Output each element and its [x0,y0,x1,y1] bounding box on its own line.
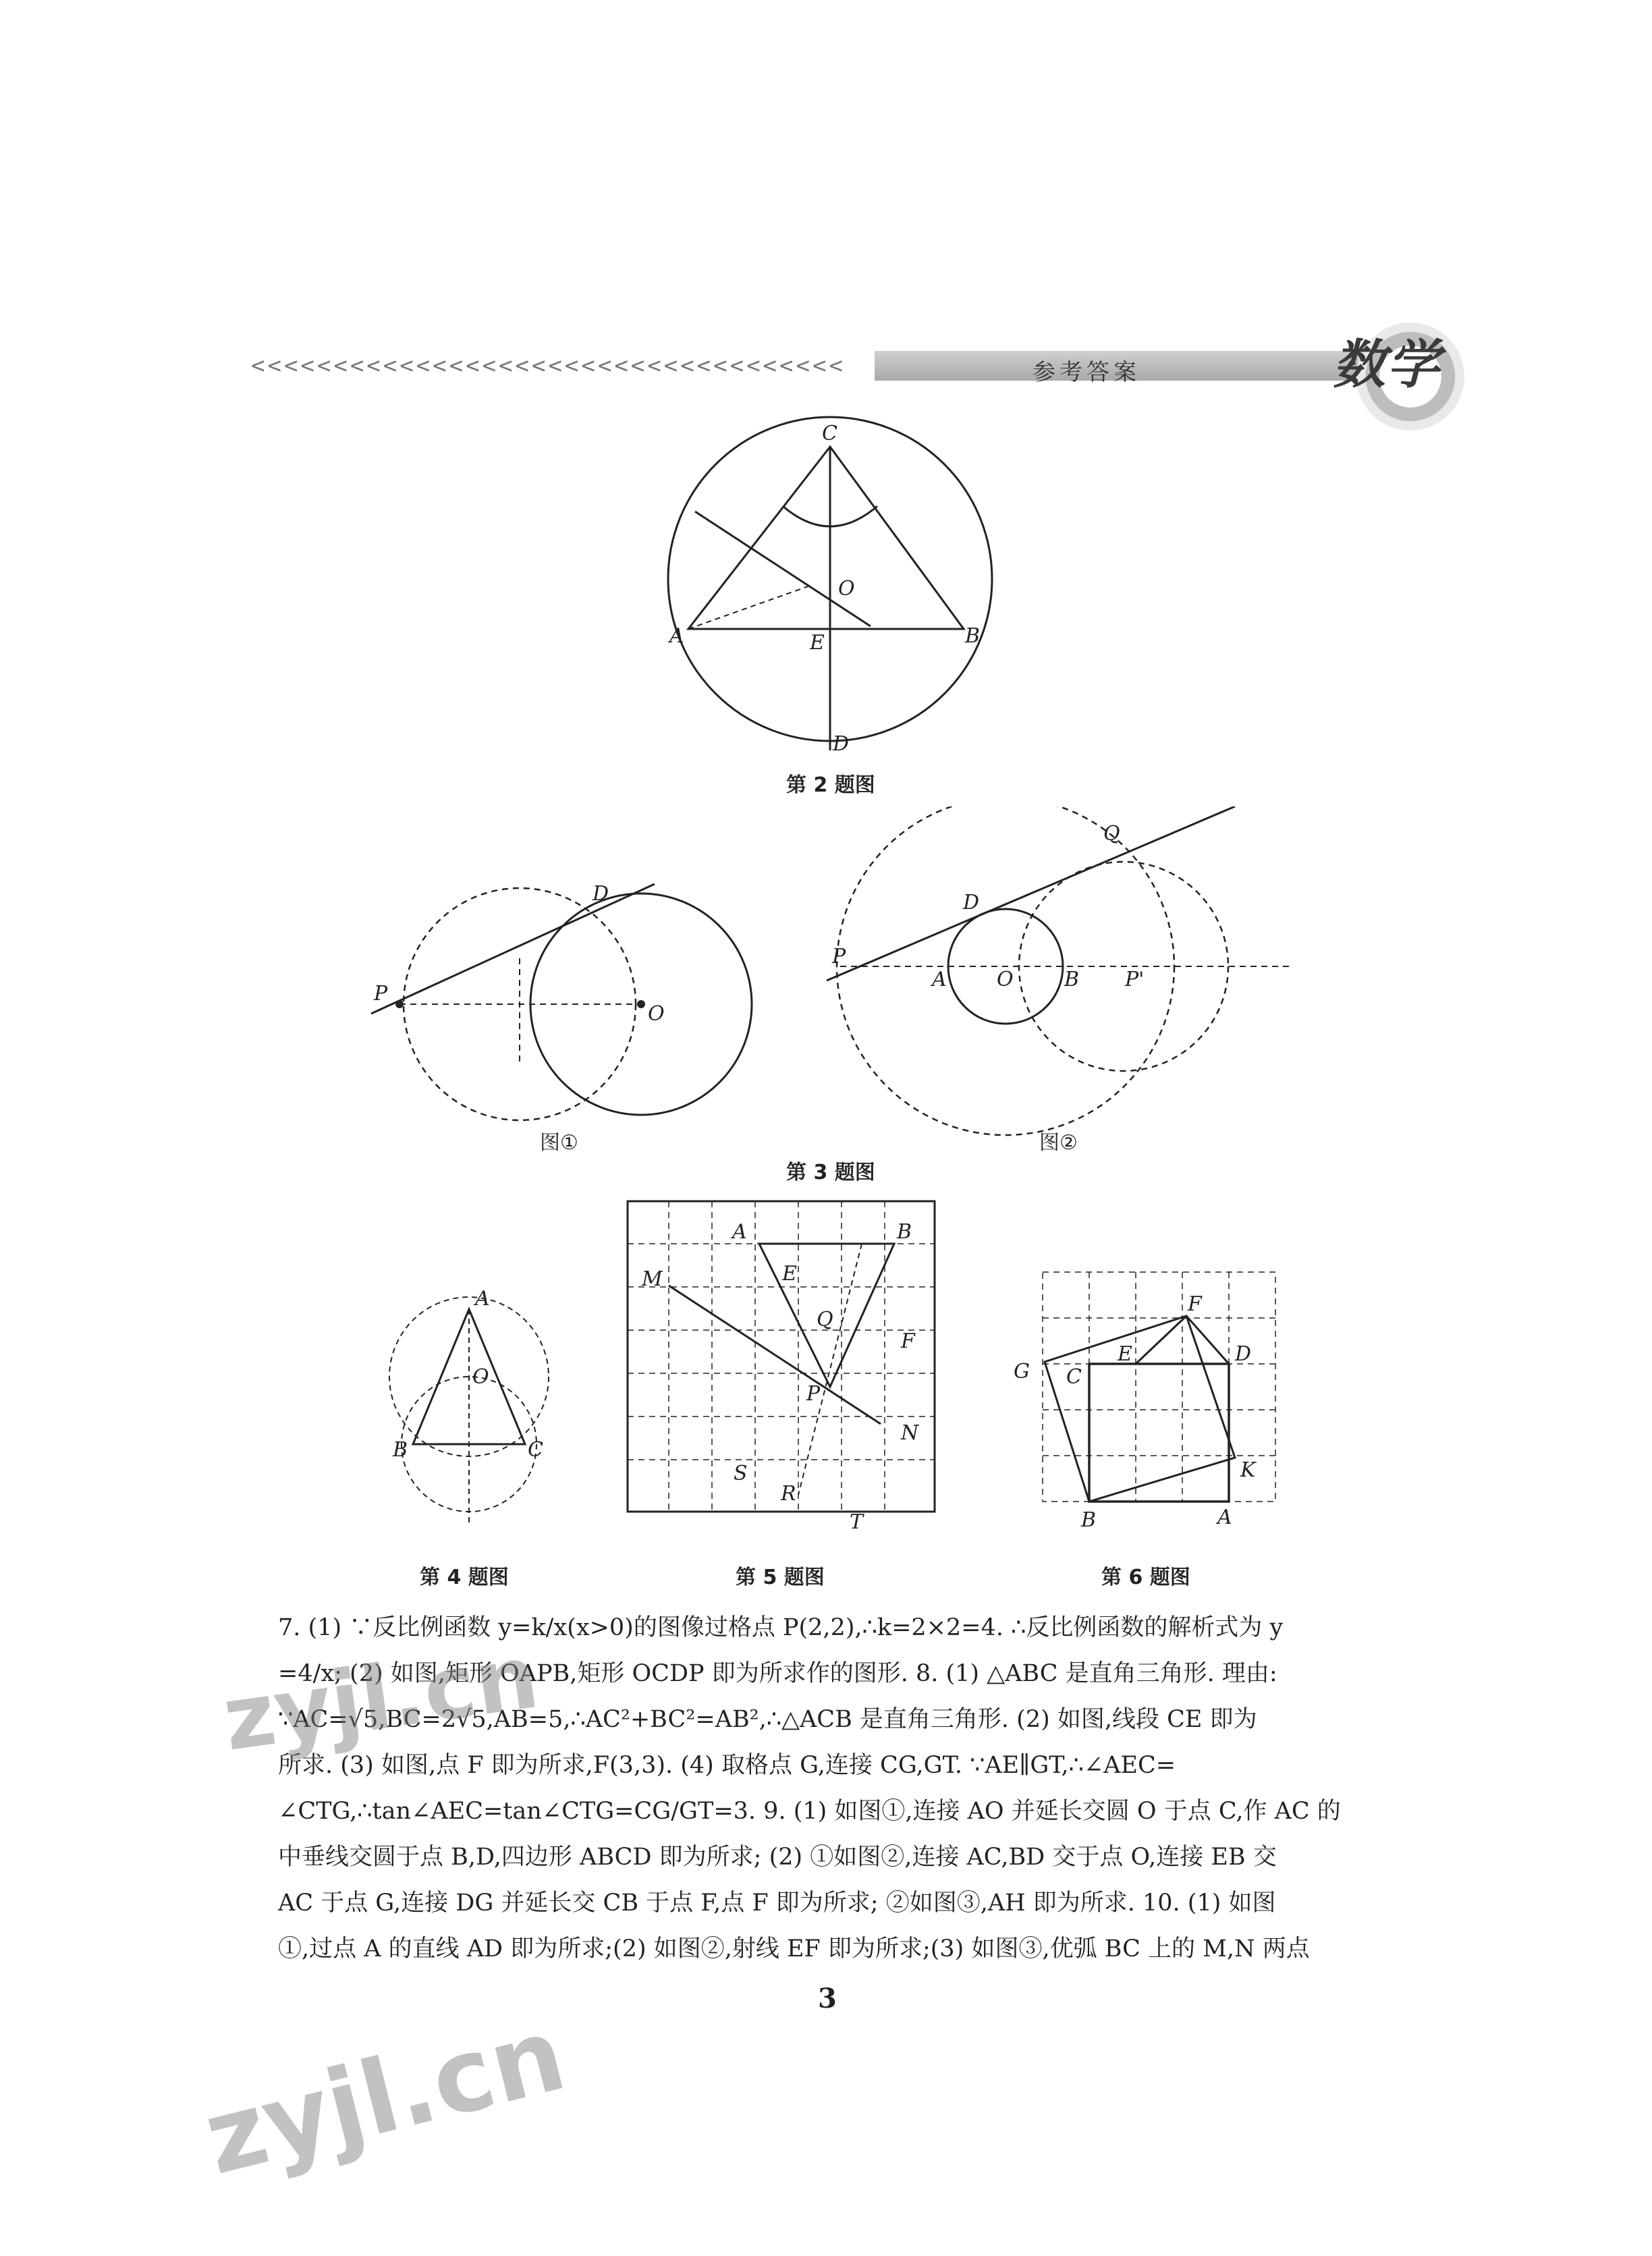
page-number: 3 [818,1983,837,2014]
fig2-label-d: D [833,732,850,756]
fig4-label-c: C [528,1438,543,1462]
fig3-1-label-d: D [593,882,609,906]
answer-line-7: AC 于点 G,连接 DG 并延长交 CB 于点 F,点 F 即为所求; ②如图③,AH 即为所求. 10. (1) 如图 [278,1890,1276,1917]
fig6-label-b: B [1081,1508,1097,1532]
fig6-label-g: G [1014,1360,1030,1383]
fig3-sub2-caption: 图② [1039,1131,1078,1155]
fig3-2-label-q: Q [1103,822,1120,846]
answer-line-5: ∠CTG,∴tan∠AEC=tan∠CTG=CG/GT=3. 9. (1) 如图①,连接 AO 并延长交圆 O 于点 C,作 AC 的 [278,1798,1341,1825]
fig5-label-e: E [782,1262,797,1286]
figure-6 [1006,1262,1289,1532]
fig5-caption: 第 5 题图 [736,1566,825,1589]
figure-5 [624,1198,948,1535]
watermark-1: zyjl.cn [217,1625,545,1771]
fig6-label-a: A [1217,1506,1232,1529]
fig3-2-label-a: A [932,968,947,991]
watermark-2: zyjl.cn [193,1996,576,2198]
fig3-1-label-o: O [648,1002,665,1026]
answer-line-2: =4/x; (2) 如图,矩形 OAPB,矩形 OCDP 即为所求作的图形. 8. (1) △ABC 是直角三角形. 理由: [278,1660,1277,1687]
fig5-label-f: F [901,1329,915,1353]
fig5-line-mn [669,1286,881,1424]
answer-line-6: 中垂线交圆于点 B,D,四边形 ABCD 即为所求; (2) ①如图②,连接 AC,BD 交于点 O,连接 EB 交 [278,1844,1277,1871]
header-arrow-strip: <<<<<<<<<<<<<<<<<<<<<<<<<<<<<<<<<<<< [251,352,846,379]
fig5-label-r: R [781,1482,796,1506]
figure-3-1 [364,871,769,1140]
fig3-sub1-caption: 图① [540,1131,578,1155]
fig5-label-t: T [850,1510,864,1534]
fig2-label-o: O [838,577,855,601]
fig3-1-label-p: P [374,982,388,1006]
fig4-label-b: B [393,1438,408,1462]
fig6-label-c: C [1066,1365,1082,1389]
fig3-1-point-p [395,1000,404,1008]
fig2-dashed-ao [688,586,810,629]
fig3-caption: 第 3 题图 [786,1161,875,1184]
section-label: 参考答案 [1032,359,1140,386]
figure-3-2 [820,806,1306,1144]
fig5-label-s: S [734,1462,748,1485]
fig5-label-n: N [901,1421,919,1445]
fig6-line-fd [1186,1316,1229,1364]
fig6-caption: 第 6 题图 [1101,1566,1190,1589]
fig6-label-e: E [1118,1342,1132,1366]
fig5-grid [628,1201,935,1512]
answer-line-3: ∵AC=√5,BC=2√5,AB=5,∴AC²+BC²=AB²,∴△ACB 是直角三角形. (2) 如图,线段 CE 即为 [278,1706,1257,1733]
fig2-caption: 第 2 题图 [786,773,875,797]
fig3-2-label-d: D [963,891,980,914]
fig2-label-b: B [965,624,981,648]
fig2-bisector [695,512,871,626]
fig6-label-f: F [1188,1292,1202,1316]
fig5-dashed-1 [798,1244,862,1495]
fig5-frame [628,1201,935,1512]
fig5-label-a: A [732,1220,747,1244]
fig2-label-e: E [810,631,825,655]
answer-line-4: 所求. (3) 如图,点 F 即为所求,F(3,3). (4) 取格点 G,连接 CG,GT. ∵AE∥GT,∴∠AEC= [278,1752,1176,1779]
fig4-caption: 第 4 题图 [420,1566,509,1589]
fig2-label-c: C [822,422,837,445]
fig6-label-k: K [1240,1458,1256,1482]
fig3-1-tangent [371,884,655,1014]
fig4-label-a: A [475,1287,490,1311]
fig4-label-o: O [472,1365,489,1389]
fig3-2-label-b: B [1064,968,1080,991]
fig3-2-label-p: P [832,945,846,968]
figure-2 [648,405,1039,756]
fig2-label-a: A [669,624,684,648]
fig5-label-q: Q [817,1308,833,1331]
fig5-label-b: B [897,1220,912,1244]
figure-4 [378,1282,560,1539]
fig2-triangle [688,447,964,629]
answer-line-1: 7. (1) ∵反比例函数 y=k/x(x>0)的图像过格点 P(2,2),∴k=2×2=4. ∴反比例函数的解析式为 y [278,1614,1284,1641]
fig3-2-label-o: O [997,968,1014,991]
fig6-label-d: D [1235,1342,1252,1366]
fig5-label-p: P [806,1382,821,1406]
fig6-quad [1045,1316,1235,1502]
subject-title: 数学 [1333,335,1441,395]
answer-line-8: ①,过点 A 的直线 AD 即为所求;(2) 如图②,射线 EF 即为所求;(3) 如图③,优弧 BC 上的 M,N 两点 [278,1935,1310,1962]
fig3-2-label-p-prime: P' [1125,968,1145,991]
fig5-label-m: M [642,1267,663,1291]
fig3-1-point-o [637,1000,645,1008]
